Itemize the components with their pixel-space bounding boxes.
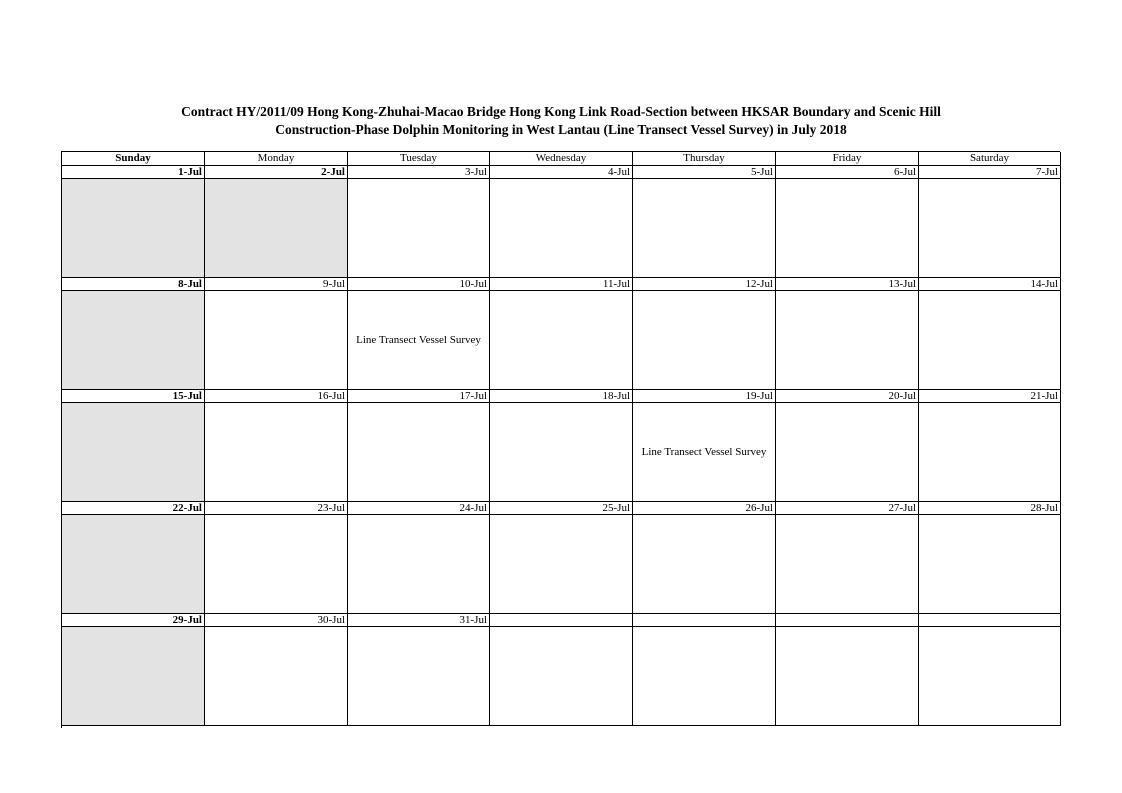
day-cell [348,179,490,278]
date-label: 9-Jul [205,278,348,291]
date-label: 11-Jul [490,278,633,291]
date-label: 4-Jul [490,166,633,179]
day-cell [633,627,776,726]
day-cell [205,627,348,726]
document-title [0,103,1122,139]
date-label: 20-Jul [776,390,919,403]
date-label: 19-Jul [633,390,776,403]
day-cell [348,515,490,614]
event-entry: Line Transect Vessel Survey [348,291,490,390]
date-label: 26-Jul [633,502,776,515]
date-label: 8-Jul [62,278,205,291]
day-cell [633,291,776,390]
date-label: 23-Jul [205,502,348,515]
day-cell [205,291,348,390]
day-cell [919,179,1061,278]
day-cell [205,403,348,502]
date-label: 22-Jul [62,502,205,515]
weekday-header-tuesday: Tuesday [348,152,490,166]
date-label: 7-Jul [919,166,1061,179]
day-cell [919,627,1061,726]
weekday-header-monday: Monday [205,152,348,166]
day-cell [776,179,919,278]
date-label: 27-Jul [776,502,919,515]
date-label: 13-Jul [776,278,919,291]
day-cell [62,291,205,390]
day-cell [490,291,633,390]
day-cell [919,403,1061,502]
day-cell [776,515,919,614]
date-label: 14-Jul [919,278,1061,291]
day-cell [490,627,633,726]
date-label: 5-Jul [633,166,776,179]
weekday-header-saturday: Saturday [919,152,1061,166]
weekday-header-friday: Friday [776,152,919,166]
weekday-header-sunday: Sunday [62,152,205,166]
date-label: 17-Jul [348,390,490,403]
day-cell [205,515,348,614]
day-cell [348,403,490,502]
weekday-header-wednesday: Wednesday [490,152,633,166]
date-label: 30-Jul [205,614,348,627]
day-cell [776,403,919,502]
date-label [776,614,919,627]
day-cell [490,515,633,614]
day-cell [919,291,1061,390]
date-label: 16-Jul [205,390,348,403]
date-label [919,614,1061,627]
calendar-grid [61,151,1060,728]
date-label [633,614,776,627]
day-cell [633,179,776,278]
date-label: 10-Jul [348,278,490,291]
date-label: 25-Jul [490,502,633,515]
day-cell [776,291,919,390]
day-cell [490,403,633,502]
day-cell [205,179,348,278]
title-line-2: Construction-Phase Dolphin Monitoring in West Lantau (Line Transect Vessel Survey) in July 2018 [275,122,847,137]
date-label: 24-Jul [348,502,490,515]
date-label: 1-Jul [62,166,205,179]
day-cell [62,627,205,726]
day-cell [62,515,205,614]
date-label: 28-Jul [919,502,1061,515]
day-cell [62,403,205,502]
date-label: 29-Jul [62,614,205,627]
date-label: 15-Jul [62,390,205,403]
date-label: 21-Jul [919,390,1061,403]
date-label [490,614,633,627]
day-cell [776,627,919,726]
day-cell [490,179,633,278]
weekday-header-thursday: Thursday [633,152,776,166]
date-label: 6-Jul [776,166,919,179]
date-label: 3-Jul [348,166,490,179]
day-cell [62,179,205,278]
day-cell [348,627,490,726]
event-entry: Line Transect Vessel Survey [633,403,776,502]
day-cell [633,515,776,614]
date-label: 18-Jul [490,390,633,403]
date-label: 31-Jul [348,614,490,627]
date-label: 2-Jul [205,166,348,179]
title-line-1: Contract HY/2011/09 Hong Kong-Zhuhai-Macao Bridge Hong Kong Link Road-Section between HKSAR Boundary and Scenic Hill [181,104,941,119]
day-cell [919,515,1061,614]
date-label: 12-Jul [633,278,776,291]
